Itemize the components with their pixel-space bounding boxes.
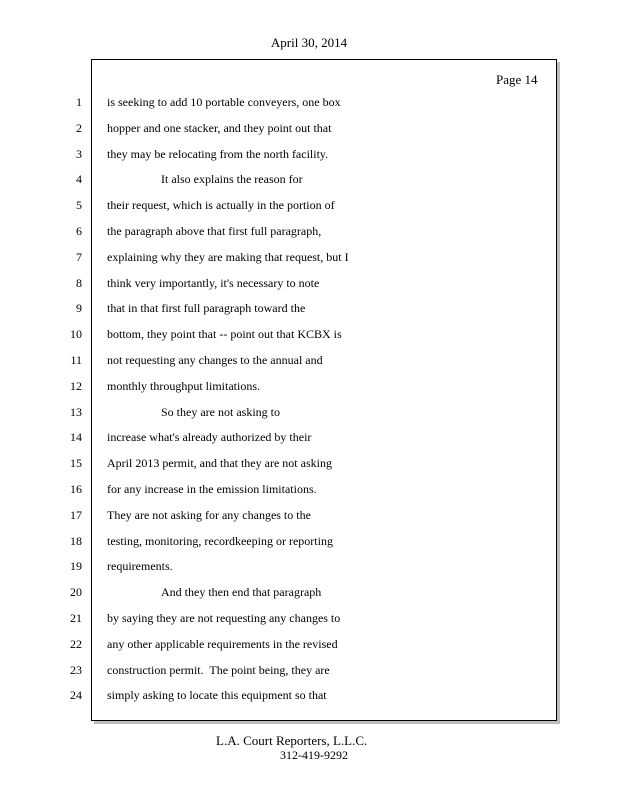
line-text: any other applicable requirements in the revised — [107, 636, 338, 651]
line-number: 6 — [76, 224, 82, 238]
line-number: 11 — [70, 353, 82, 367]
line-text: their request, which is actually in the portion of — [107, 198, 335, 213]
line-text: testing, monitoring, recordkeeping or reporting — [107, 533, 333, 548]
line-text: for any increase in the emission limitations. — [107, 482, 317, 496]
line-number: 16 — [70, 482, 82, 496]
line-number: 13 — [70, 404, 82, 419]
footer-phone: 312-419-9292 — [280, 748, 348, 762]
line-number: 10 — [70, 327, 82, 342]
line-number: 23 — [70, 662, 82, 677]
line-number: 1 — [76, 95, 82, 109]
header-date: April 30, 2014 — [270, 35, 348, 50]
line-number: 14 — [70, 430, 82, 445]
line-number: 22 — [70, 636, 82, 651]
line-text: simply asking to locate this equipment so that — [107, 688, 327, 703]
line-number: 18 — [70, 533, 82, 548]
line-text: explaining why they are making that request, but I — [107, 249, 349, 264]
line-text: construction permit. The point being, they are — [107, 662, 330, 677]
line-text: It also explains the reason for — [161, 172, 303, 187]
line-number: 4 — [76, 172, 82, 187]
line-text: April 2013 permit, and that they are not asking — [107, 456, 332, 471]
line-number: 2 — [76, 120, 82, 135]
line-text: increase what's already authorized by their — [107, 430, 312, 445]
line-number: 7 — [76, 249, 82, 264]
line-number: 9 — [76, 301, 82, 316]
line-number: 17 — [70, 507, 82, 522]
line-number: 21 — [70, 611, 82, 625]
line-text: not requesting any changes to the annual and — [107, 353, 323, 367]
line-number: 3 — [76, 146, 82, 161]
line-text: is seeking to add 10 portable conveyers, one box — [107, 95, 341, 109]
line-text: think very importantly, it's necessary to note — [107, 275, 320, 290]
line-text: They are not asking for any changes to the — [107, 507, 311, 522]
line-number: 5 — [76, 198, 82, 213]
line-text: And they then end that paragraph — [161, 585, 322, 600]
line-text: by saying they are not requesting any changes to — [107, 611, 341, 625]
page-number: Page 14 — [496, 72, 538, 87]
line-number: 20 — [70, 585, 82, 600]
line-number: 24 — [70, 688, 82, 703]
line-text: hopper and one stacker, and they point out that — [107, 120, 332, 135]
line-text: requirements. — [107, 559, 173, 574]
line-number: 8 — [76, 275, 82, 290]
line-number: 19 — [70, 559, 82, 574]
line-text: that in that first full paragraph toward the — [107, 301, 306, 316]
line-text: they may be relocating from the north facility. — [107, 146, 329, 161]
line-number: 15 — [70, 456, 82, 471]
line-text: So they are not asking to — [161, 404, 280, 419]
footer-company: L.A. Court Reporters, L.L.C. — [216, 733, 368, 748]
line-number: 12 — [70, 378, 82, 393]
line-text: the paragraph above that first full paragraph, — [107, 224, 322, 238]
line-text: bottom, they point that -- point out that KCBX is — [107, 327, 342, 342]
line-text: monthly throughput limitations. — [107, 378, 260, 393]
